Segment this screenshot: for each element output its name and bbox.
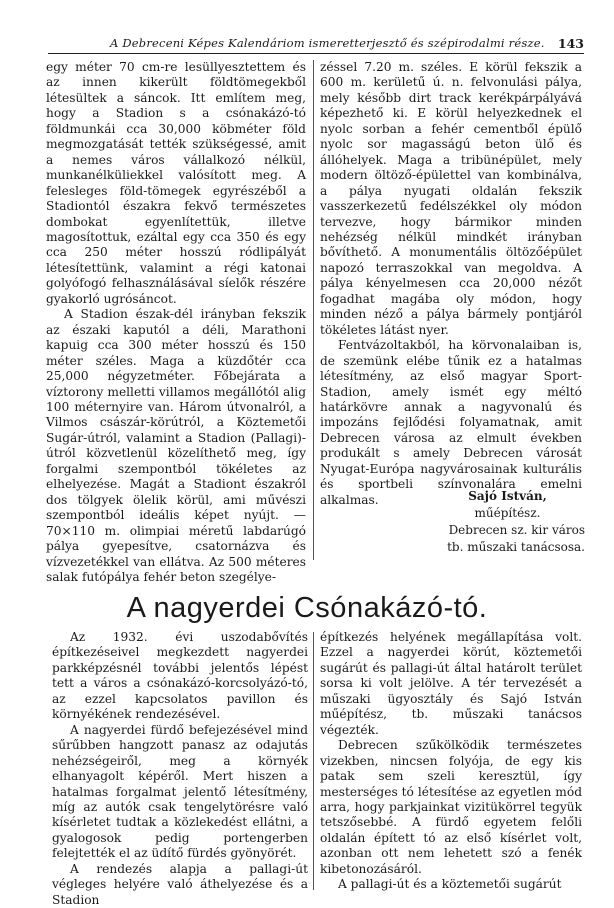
article1-paragraph: Fentvázoltakból, ha körvonalaiban is, de szemünk elébe tűnik ez a hatalmas létesítmény, az első magyar Sport-Stadion, amely ismét egy méltó határkövre annak a nagyvonalú és impozáns fejlődési folyamatnak, amit Debrecen városa az elmult években produkált s amely Debrecen városát Nyugat-Európa nagyvárosainak kulturális és sportbeli színvonalára emelni alkalmas. [320, 338, 582, 507]
running-header-title: A Debreceni Képes Kalendáriom ismeretterjesztő és szépirodalmi része. [110, 36, 545, 50]
running-header [48, 32, 584, 54]
author-signature [400, 488, 585, 556]
article2-paragraph: A pallagi-út és a köztemetői sugárút [338, 877, 562, 892]
article2-paragraph: Az 1932. évi uszodabővítés építkezéseivel megkezdett nagyerdei parkképzésnél további jelentős lépést tett a város a csónakázó-korcsolyázó-tó, az ezzel kapcsolatos pavillon és környékének rendezésével. [52, 630, 308, 722]
author-title: tb. műszaki tanácsosa. [447, 540, 585, 554]
author-organization: Debrecen sz. kir város [448, 523, 585, 537]
article1-column-left [46, 60, 306, 584]
article2-column-right [320, 630, 582, 892]
article2-paragraph: A rendezés alapja a pallagi-út végleges helyére való áthelyezése és a Stadion [52, 861, 308, 907]
article2-paragraph: építkezés helyének megállapítása volt. Ezzel a nagyerdei körút, köztemetői sugárút és pallagi-út által határolt terület sorsa ki volt jelölve. A tér tervezését a műszaki ügyosztály és Sajó István műépítész, tb. műszaki tanácsos végezték. [320, 630, 582, 737]
article2-paragraph: A nagyerdei fürdő befejezésével mind sűrűbben hangzott panasz az odajutás nehézségeiről, meg a környék elhanyagolt képéről. Mert hiszen a hatalmas forgalmat jelentő létesítmény, míg az autók csak tengelytörésre való kísérletet tudtak a közlekedést ellátni, a gyalogosok pedig portengerben felejtették el az üdítő fürdés gyönyörét. [52, 722, 308, 861]
article1-paragraph: egy méter 70 cm-re lesüllyesztettem és az innen kikerült földtömegekből létesültek a sáncok. Itt említem meg, hogy a Stadion s a csónakázó-tó földmunkái cca 30,000 köbméter föld megmozgatását tették szükségessé, amit a nemes város vállalkozó nélkül, munkanélküliekkel valósított meg. A felesleges föld-tömegek egyrészéből a Stadiontól északra fekvő természetes dombokat egyenlítettük, illetve magosítottuk, ezáltal egy cca 350 és egy cca 250 méter hosszú ródlipályát létesítettünk, valamint a régi katonai golyófogó felhasználásával síelők részére gyakorló ugrósáncot. [46, 60, 306, 306]
column-divider [313, 632, 314, 890]
article2-paragraph: Debrecen szűkölködik természetes vizekben, nincsen folyója, de egy kis patak sem szeli keresztül, így mesterséges tó létesítése az egyetlen mód arra, hogy parkjainkat vizitükörrel tegyük tetszősebbé. A fürdő egyetem felőli oldalán épített tó az első kísérlet volt, azonban ott nem lehetett szó a fenék kibetonozásáról. [320, 738, 582, 876]
article1-paragraph: zéssel 7.20 m. széles. E körül fekszik a 600 m. kerületű ú. n. felvonulási pálya, mely később dirt track kerékpárpályává képezhető ki. E körül helyezkednek el nyolc sorban a fehér cementből épülő nyolc sor magasságú beton ülő és állóhelyek. Maga a tribünépület, mely modern öltöző-épülettel van kombinálva, a pálya nyugati oldalán fekszik vasszerkezetű fedélszékkel oly módon tervezve, hogy bármikor minden nehézség nélkül mindkét irányban bővíthető. A monumentális öltözőépület napozó terraszokkal van megoldva. A pálya kényelmesen cca 20,000 nézőt fogadhat magába oly módon, hogy minden néző a pálya bármely pontjáról tökéletes látást nyer. [320, 60, 582, 337]
author-profession: műépítész. [474, 506, 541, 520]
author-name: Sajó István, [468, 489, 547, 503]
page-number: 143 [557, 36, 584, 51]
header-rule [48, 53, 584, 54]
column-divider [313, 60, 314, 560]
article1-paragraph: A Stadion észak-dél irányban fekszik az északi kaputól a déli, Marathoni kapuig cca 300 méter hosszú és 150 méter széles. Maga a küzdőtér cca 25,000 négyzetméter. Főbejárata a víztorony melletti villamos megállótól alig 100 méternyire van. Három útvonalról, a Vilmos császár-körútról, a Köztemetői Sugár-útról, valamint a Stadion (Pallagi)-útról közvetlenül közelíthető meg, így forgalmi szempontból tökéletes az elhelyezése. Magát a Stadiont északról dos tölgyek ölelik körül, ami művészi szempontból ideális képet nyújt. — 70×110 m. olimpiai méretű labdarúgó pálya gyepesítve, csatornázva és vízvezetékkel van ellátva. Az 500 méteres salak futópálya fehér beton szegélye- [46, 307, 306, 584]
article2-column-left [52, 630, 308, 907]
article2-title: A nagyerdei Csónakázó-tó. [126, 592, 488, 624]
